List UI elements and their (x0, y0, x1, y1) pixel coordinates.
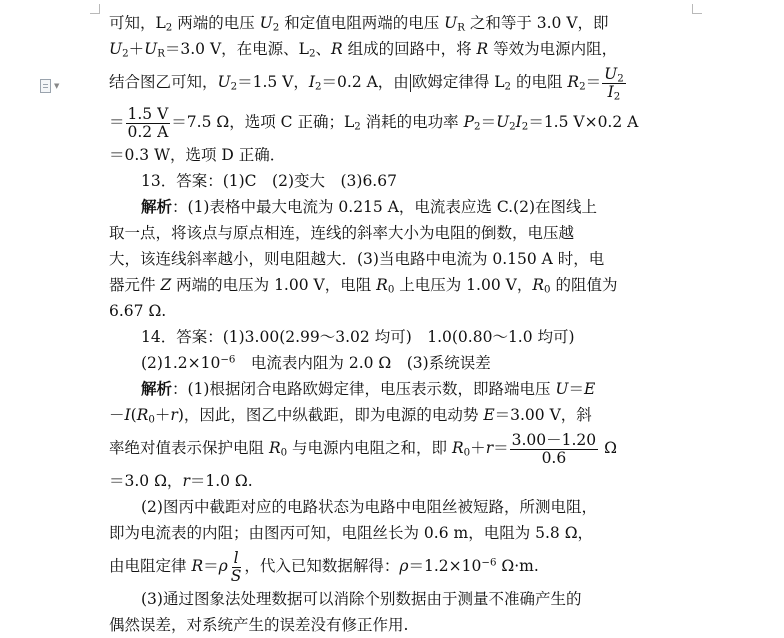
doc-line-21: (3)通过图象法处理数据可以消除个别数据由于测量不准确产生的 (141, 590, 582, 608)
doc-line-14: 解析：(1)根据闭合电路欧姆定律，电压表示数，即路端电压 U＝E (141, 379, 596, 398)
doc-line-12: 14．答案：(1)3.00(2.99～3.02 均可) 1.0(0.80～1.0 均可) (141, 328, 575, 346)
document-body[interactable] (109, 10, 681, 638)
text-cursor (410, 74, 411, 92)
doc-line-6: 13．答案：(1)C (2)变大 (3)6.67 (141, 172, 397, 190)
fraction-slope: $\frac{3.00-1.20}{0.6}$ (511, 430, 597, 467)
doc-line-5: ＝0.3 W，选项 D 正确． (109, 146, 286, 164)
doc-line-18: (2)图丙中截距对应的电路状态为电路中电阻丝被短路，所测电阻， (141, 498, 597, 516)
doc-line-4: ＝ $\frac{1.5 V}{0.2 A}$ ＝7.5 Ω，选项 C 正确；$L_2$ 消耗的电功率 $P_2=U_2I_2=1.5$ V×0.2 A (109, 104, 639, 141)
doc-line-1: 可知，$L_2$ 两端的电压 $U_2$ 和定值电阻两端的电压 $U_R$ 之和等于 3.0 V，即 (109, 14, 609, 34)
doc-line-8: 取一点，将该点与原点相连，连线的斜率大小为电阻的倒数，电压越 (109, 224, 575, 242)
fraction-u2-over-i2: $\frac{U_2}{I_2}$ (604, 64, 624, 103)
paragraph-options-button[interactable] (40, 79, 59, 93)
doc-line-19: 即为电流表的内阻；由图丙可知，电阻丝长为 0.6 m，电阻为 5.8 Ω， (109, 524, 594, 542)
doc-line-16: 率绝对值表示保护电阻 $R_0$ 与电源内电阻之和，即 $R_0+r=$ $\frac{3.00-1.20}{0.6}$ Ω (109, 430, 617, 467)
page-corner-mark-right (692, 4, 702, 14)
doc-line-10: 器元件 Z 两端的电压为 1.00 V，电阻 $R_0$ 上电压为 1.00 V，$R_0$ 的阻值为 (109, 276, 618, 296)
doc-line-15: $-I(R_0+r)$，因此，图乙中纵截距，即为电源的电动势 E＝3.00 V，斜 (109, 406, 592, 426)
doc-line-20: 由电阻定律 R＝ρ $\frac{l}{S}$ ，代入已知数据解得：$\rho=1.2\times 10^{-6}$ Ω·m. (109, 548, 539, 585)
doc-line-3: 结合图乙可知，$U_2=1.5$ V，$I_2=0.2$ A，由 欧姆定律得 $L_2$ 的电阻 $R_2=$ $\frac{U_2}{I_2}$ (109, 64, 624, 103)
document-icon (40, 79, 51, 93)
fraction-l-over-s: $\frac{l}{S}$ (230, 548, 242, 585)
doc-line-7: 解析：(1)表格中最大电流为 0.215 A，电流表应选 C.(2)在图线上 (141, 197, 598, 216)
doc-line-13: $(2)1.2\times 10^{-6}$ 电流表内阻为 2.0 Ω (3)系统误差 (141, 354, 491, 372)
doc-line-2: $U_2+U_R=3.0$ V，在电源、$L_2$、R 组成的回路中，将 R 等效为电源内阻， (109, 40, 618, 60)
page-corner-mark-left (90, 4, 100, 14)
fraction-voltage-over-current: $\frac{1.5 V}{0.2 A}$ (127, 104, 169, 141)
doc-line-22: 偶然误差，对系统产生的误差没有修正作用. (109, 616, 409, 634)
chevron-down-icon: ▼ (54, 82, 60, 90)
doc-line-9: 大，该连线斜率越小，则电阻越大．(3)当电路中电流为 0.150 A 时，电 (109, 250, 605, 268)
doc-line-17: ＝3.0 Ω，r＝1.0 Ω. (109, 472, 253, 490)
doc-line-11: 6.67 Ω. (109, 302, 167, 320)
